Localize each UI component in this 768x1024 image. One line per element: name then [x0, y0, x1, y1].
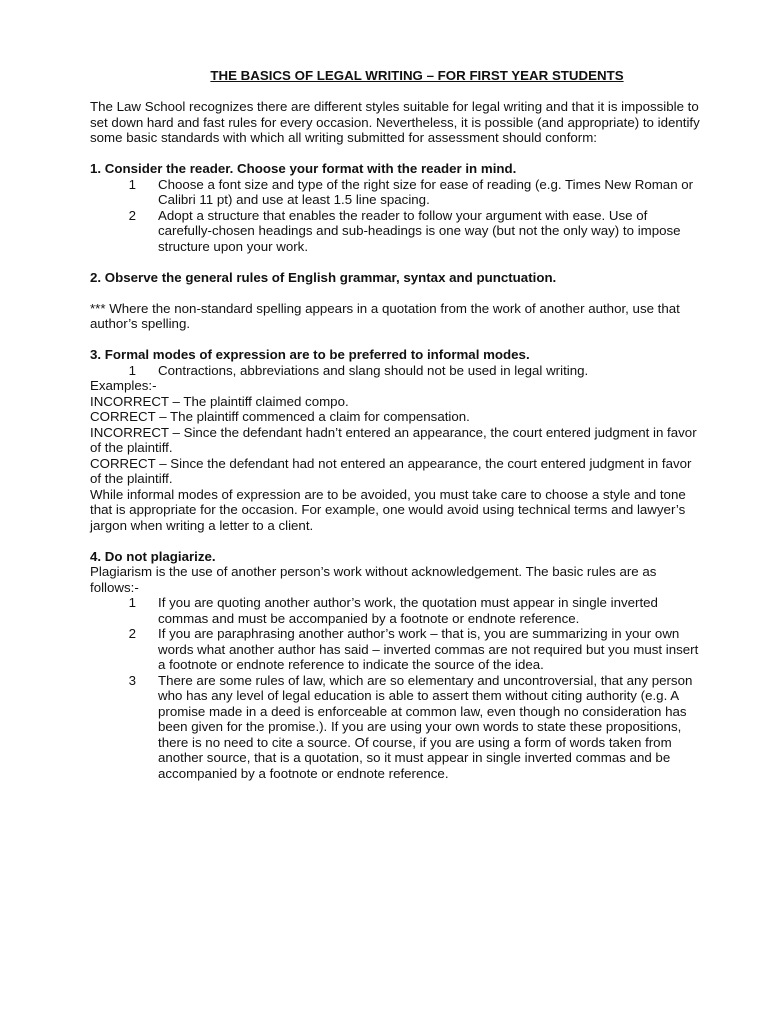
- example-correct-1: CORRECT – The plaintiff commenced a claim for compensation.: [90, 409, 470, 424]
- section-1-heading: 1. Consider the reader. Choose your format with the reader in mind.: [90, 161, 517, 176]
- item-number: 1: [128, 176, 136, 192]
- section-4-item: [90, 673, 704, 782]
- section-3-item: [90, 363, 704, 379]
- section-1-item: [90, 208, 704, 255]
- section-4-item: [90, 595, 704, 626]
- item-number: 2: [128, 626, 136, 641]
- item-number: 1: [128, 362, 136, 378]
- item-number: 3: [128, 672, 136, 688]
- item-text: Contractions, abbreviations and slang should not be used in legal writing.: [158, 362, 589, 378]
- section-1-item: [90, 177, 704, 208]
- section-3-closing: While informal modes of expression are to be avoided, you must take care to choose a style and tone that is appropriate for the occasion. For example, one would avoid using technical terms and lawyer’s jargon when writing a letter to a client.: [90, 486, 686, 533]
- item-text: Adopt a structure that enables the reader to follow your argument with ease. Use of carefully-chosen headings and sub-headings is one way (but not the only way) to impose structure upon your work.: [158, 207, 681, 254]
- example-incorrect-1: INCORRECT – The plaintiff claimed compo.: [90, 393, 349, 409]
- examples-label: Examples:-: [90, 378, 157, 393]
- item-text: There are some rules of law, which are so elementary and uncontroversial, that any person who has any level of legal education is able to assert them without citing authority (e.g. A promise made in a deed is enforceable at common law, even though no consideration has been given for the promise.). If you are using your own words to state these propositions, there is no need to cite a source. Of course, if you are using a form of words taken from another source, that is a quotation, so it must appear in single inverted commas and be accompanied by a footnote or endnote reference.: [158, 672, 693, 781]
- section-3-heading: 3. Formal modes of expression are to be preferred to informal modes.: [90, 347, 530, 362]
- intro-paragraph: The Law School recognizes there are different styles suitable for legal writing and that it is impossible to set down hard and fast rules for every occasion. Nevertheless, it is possible (and appropriate) to identify some basic standards with which all writing submitted for assessment should conform:: [90, 99, 700, 145]
- item-text: If you are quoting another author’s work, the quotation must appear in single inverted commas and must be accompanied by a footnote or endnote reference.: [158, 595, 658, 626]
- section-4-heading: 4. Do not plagiarize.: [90, 548, 216, 564]
- item-number: 1: [128, 595, 136, 610]
- example-correct-2: CORRECT – Since the defendant had not entered an appearance, the court entered judgment in favor of the plaintiff.: [90, 455, 692, 486]
- section-4-item: [90, 626, 704, 673]
- spelling-note: *** Where the non-standard spelling appears in a quotation from the work of another author, use that author’s spelling.: [90, 300, 680, 331]
- example-incorrect-2: INCORRECT – Since the defendant hadn’t entered an appearance, the court entered judgment in favor of the plaintiff.: [90, 424, 697, 455]
- item-text: Choose a font size and type of the right size for ease of reading (e.g. Times New Roman or Calibri 11 pt) and use at least 1.5 line spacing.: [158, 176, 694, 207]
- item-text: If you are paraphrasing another author’s work – that is, you are summarizing in your own words what another author has said – inverted commas are not required but you must insert a footnote or endnote reference to indicate the source of the idea.: [158, 626, 699, 672]
- section-4-intro: Plagiarism is the use of another person’s work without acknowledgement. The basic rules are as follows:-: [90, 564, 657, 595]
- document-title: THE BASICS OF LEGAL WRITING – FOR FIRST YEAR STUDENTS: [210, 68, 624, 83]
- item-number: 2: [128, 207, 136, 223]
- section-2-heading: 2. Observe the general rules of English grammar, syntax and punctuation.: [90, 269, 557, 285]
